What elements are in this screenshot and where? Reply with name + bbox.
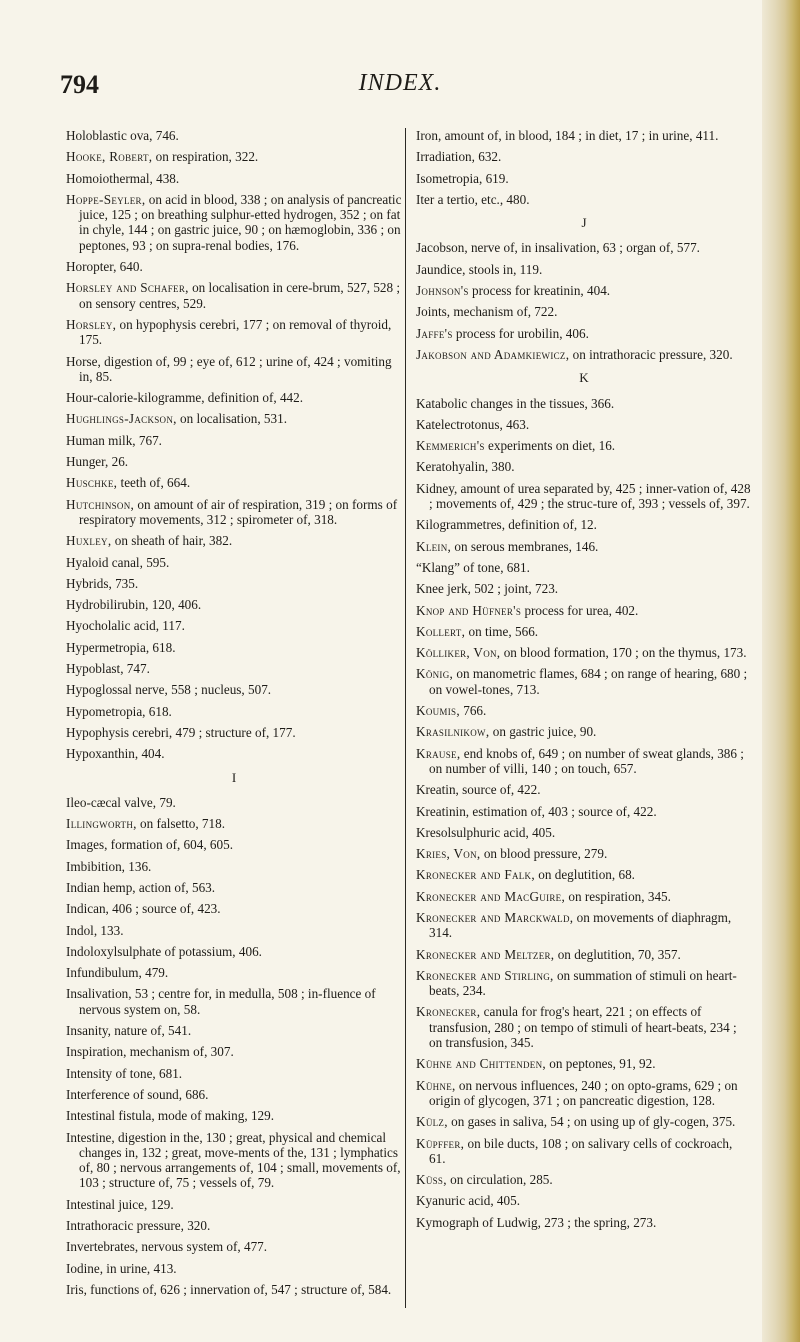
entry-text: Keratohyalin, 380. bbox=[416, 459, 515, 475]
index-entry bbox=[416, 128, 752, 143]
index-entry bbox=[416, 910, 752, 941]
index-entry bbox=[66, 1239, 402, 1254]
index-entry bbox=[416, 1004, 752, 1050]
index-entry bbox=[416, 459, 752, 474]
index-entry bbox=[416, 1056, 752, 1071]
index-entry bbox=[66, 1044, 402, 1059]
index-entry bbox=[416, 624, 752, 639]
entry-name: Hooke, Robert, bbox=[66, 149, 153, 165]
entry-text: on localisation in cere-brum, 527, 528 ; on sensory centres, 529. bbox=[79, 280, 401, 311]
entry-text: Holoblastic ova, 746. bbox=[66, 128, 179, 143]
entry-name: König, bbox=[416, 666, 454, 682]
entry-name: Horsley, bbox=[66, 316, 117, 332]
entry-name: Kronecker and Marckwald, bbox=[416, 909, 574, 925]
index-entry bbox=[416, 192, 752, 207]
entry-text: Hyocholalic acid, 117. bbox=[66, 618, 185, 634]
entry-text: Infundibulum, 479. bbox=[66, 965, 169, 981]
entry-name: Koumis, bbox=[416, 703, 460, 719]
entry-text: on amount of air of respiration, 319 ; on forms of respiratory movements, 312 ; spirometer of, 318. bbox=[79, 496, 398, 527]
entry-text: Kreatinin, estimation of, 403 ; source of, 422. bbox=[416, 803, 657, 819]
entry-text: Kresolsulphuric acid, 405. bbox=[416, 824, 556, 840]
index-entry bbox=[66, 454, 402, 469]
entry-name: Hoppe-Seyler, bbox=[66, 191, 146, 207]
entry-text: Kymograph of Ludwig, 273 ; the spring, 273. bbox=[416, 1214, 657, 1230]
index-entry bbox=[66, 795, 402, 810]
index-entry bbox=[416, 539, 752, 554]
index-entry bbox=[66, 704, 402, 719]
entry-name: Kronecker and Stirling, bbox=[416, 967, 554, 983]
index-entry bbox=[416, 825, 752, 840]
index-entry bbox=[416, 889, 752, 904]
entry-text: Hypoblast, 747. bbox=[66, 661, 150, 677]
index-entry bbox=[416, 645, 752, 660]
index-entry bbox=[66, 1197, 402, 1212]
index-entry bbox=[66, 576, 402, 591]
index-entry bbox=[416, 1172, 752, 1187]
index-column-left bbox=[66, 128, 402, 1303]
entry-text: Imbibition, 136. bbox=[66, 858, 152, 874]
index-entry bbox=[416, 846, 752, 861]
entry-text: Ileo-cæcal valve, 79. bbox=[66, 794, 176, 810]
entry-text: Intestinal juice, 129. bbox=[66, 1196, 174, 1212]
entry-text: on falsetto, 718. bbox=[136, 816, 226, 832]
index-entry bbox=[66, 1218, 402, 1233]
entry-text: Irradiation, 632. bbox=[416, 149, 502, 165]
index-entry bbox=[66, 725, 402, 740]
entry-text: process for urea, 402. bbox=[521, 602, 639, 618]
index-entry bbox=[66, 411, 402, 426]
entry-text: Kreatin, source of, 422. bbox=[416, 782, 541, 798]
entry-text: Iodine, in urine, 413. bbox=[66, 1260, 177, 1276]
entry-text: Inspiration, mechanism of, 307. bbox=[66, 1044, 234, 1060]
entry-text: Iris, functions of, 626 ; innervation of, 547 ; structure of, 584. bbox=[66, 1281, 392, 1297]
entry-name: Klein, bbox=[416, 538, 452, 554]
section-letter: K bbox=[579, 370, 589, 386]
index-entry bbox=[66, 149, 402, 164]
index-entry bbox=[66, 1282, 402, 1297]
index-entry bbox=[66, 944, 402, 959]
index-entry bbox=[66, 682, 402, 697]
entry-text: Kyanuric acid, 405. bbox=[416, 1193, 520, 1209]
entry-name: Kemmerich's bbox=[416, 438, 485, 454]
entry-text: Images, formation of, 604, 605. bbox=[66, 837, 234, 853]
index-entry bbox=[66, 280, 402, 311]
index-entry bbox=[66, 965, 402, 980]
entry-name: Hutchinson, bbox=[66, 496, 135, 512]
index-entry bbox=[66, 475, 402, 490]
entry-name: Horsley and Schafer, bbox=[66, 280, 189, 296]
index-entry bbox=[416, 438, 752, 453]
index-entry bbox=[66, 192, 402, 253]
index-entry bbox=[416, 326, 752, 341]
entry-text: Hypermetropia, 618. bbox=[66, 639, 176, 655]
entry-text: on blood pressure, 279. bbox=[480, 846, 608, 862]
index-entry bbox=[66, 128, 402, 143]
index-entry bbox=[66, 640, 402, 655]
index-entry bbox=[416, 804, 752, 819]
entry-text: Katabolic changes in the tissues, 366. bbox=[416, 395, 615, 411]
index-entry bbox=[416, 560, 752, 575]
index-entry bbox=[66, 1023, 402, 1038]
entry-text: Hyaloid canal, 595. bbox=[66, 554, 170, 570]
entry-text: Jaundice, stools in, 119. bbox=[416, 261, 543, 277]
entry-text: on bile ducts, 108 ; on salivary cells of cockroach, 61. bbox=[429, 1135, 733, 1166]
index-entry bbox=[66, 597, 402, 612]
index-entry bbox=[66, 390, 402, 405]
entry-name: Küss, bbox=[416, 1172, 447, 1188]
index-entry bbox=[66, 259, 402, 274]
index-entry bbox=[416, 703, 752, 718]
index-entry bbox=[66, 555, 402, 570]
entry-text: on localisation, 531. bbox=[176, 411, 287, 427]
index-entry bbox=[416, 867, 752, 882]
entry-text: on movements of diaphragm, 314. bbox=[429, 909, 732, 941]
index-entry bbox=[66, 497, 402, 528]
index-entry bbox=[66, 1108, 402, 1123]
index-entry bbox=[66, 433, 402, 448]
entry-name: Kölliker, Von, bbox=[416, 645, 501, 661]
entry-name: Johnson's bbox=[416, 283, 469, 299]
index-entry bbox=[66, 618, 402, 633]
entry-text: on intrathoracic pressure, 320. bbox=[569, 346, 733, 362]
index-entry bbox=[66, 533, 402, 548]
index-entry bbox=[66, 880, 402, 895]
entry-text: on hypophysis cerebri, 177 ; on removal of thyroid, 175. bbox=[79, 316, 392, 348]
entry-name: Kühne and Chittenden, bbox=[416, 1056, 546, 1072]
entry-text: on manometric flames, 684 ; on range of hearing, 680 ; on vowel-tones, 713. bbox=[429, 666, 748, 697]
index-entry bbox=[416, 517, 752, 532]
entry-text: Jacobson, nerve of, in insalivation, 63 ; organ of, 577. bbox=[416, 240, 700, 256]
index-entry bbox=[416, 1193, 752, 1208]
entry-text: process for kreatinin, 404. bbox=[468, 283, 611, 299]
entry-text: experiments on diet, 16. bbox=[484, 438, 616, 454]
entry-text: Iron, amount of, in blood, 184 ; in diet, 17 ; in urine, 411. bbox=[416, 128, 719, 143]
entry-text: Hypometropia, 618. bbox=[66, 703, 172, 719]
entry-text: on time, 566. bbox=[465, 623, 539, 639]
entry-name: Jakobson and Adamkiewicz, bbox=[416, 346, 570, 362]
index-entry bbox=[416, 481, 752, 512]
entry-text: on peptones, 91, 92. bbox=[546, 1056, 656, 1072]
page-header bbox=[60, 70, 740, 110]
index-entry bbox=[416, 347, 752, 362]
index-entry bbox=[66, 1261, 402, 1276]
entry-text: Kidney, amount of urea separated by, 425 ; inner-vation of, 428 ; movements of, 429 ; the struc-ture of, 393 ; vessels of, 397. bbox=[416, 480, 751, 512]
entry-text: Indol, 133. bbox=[66, 922, 124, 938]
entry-text: Isometropia, 619. bbox=[416, 170, 509, 186]
entry-text: Hybrids, 735. bbox=[66, 575, 139, 591]
index-entry bbox=[66, 661, 402, 676]
entry-text: process for urobilin, 406. bbox=[452, 325, 589, 341]
entry-name: Kronecker and Falk, bbox=[416, 867, 535, 883]
entry-name: Kollert, bbox=[416, 623, 466, 639]
section-letter: J bbox=[581, 215, 587, 231]
entry-text: Insanity, nature of, 541. bbox=[66, 1023, 192, 1039]
index-entry bbox=[66, 923, 402, 938]
index-entry bbox=[416, 304, 752, 319]
entry-text: Horopter, 640. bbox=[66, 259, 143, 275]
index-entry bbox=[416, 171, 752, 186]
entry-text: Hypophysis cerebri, 479 ; structure of, 177. bbox=[66, 724, 296, 740]
entry-text: on nervous influences, 240 ; on opto-grams, 629 ; on origin of glycogen, 371 ; on pancreatic digestion, 128. bbox=[429, 1077, 738, 1108]
entry-text: Intensity of tone, 681. bbox=[66, 1065, 183, 1081]
index-entry bbox=[416, 240, 752, 255]
entry-text: Katelectrotonus, 463. bbox=[416, 416, 530, 432]
index-entry bbox=[416, 666, 752, 697]
entry-text: on blood formation, 170 ; on the thymus, 173. bbox=[500, 645, 747, 661]
index-entry bbox=[66, 986, 402, 1017]
entry-text: Interference of sound, 686. bbox=[66, 1086, 209, 1102]
page-number: 794 bbox=[60, 70, 99, 99]
entry-name: Kronecker, bbox=[416, 1004, 481, 1020]
entry-name: Kries, Von, bbox=[416, 846, 481, 862]
entry-text: on sheath of hair, 382. bbox=[111, 533, 233, 549]
entry-text: “Klang” of tone, 681. bbox=[416, 559, 530, 575]
entry-text: Indian hemp, action of, 563. bbox=[66, 879, 216, 895]
entry-text: Horse, digestion of, 99 ; eye of, 612 ; urine of, 424 ; vomiting in, 85. bbox=[66, 353, 392, 384]
index-entry bbox=[66, 816, 402, 831]
entry-name: Jaffe's bbox=[416, 325, 453, 341]
entry-name: Küpffer, bbox=[416, 1135, 465, 1151]
entry-text: Hydrobilirubin, 120, 406. bbox=[66, 597, 202, 613]
entry-text: on gases in saliva, 54 ; on using up of gly-cogen, 375. bbox=[447, 1114, 736, 1130]
entry-name: Krasilnikow, bbox=[416, 724, 490, 740]
entry-name: Kronecker and MacGuire, bbox=[416, 888, 566, 904]
entry-text: on serous membranes, 146. bbox=[451, 538, 599, 554]
entry-text: Human milk, 767. bbox=[66, 432, 162, 448]
entry-text: on deglutition, 68. bbox=[534, 867, 635, 883]
entry-name: Külz, bbox=[416, 1114, 448, 1130]
entry-text: Invertebrates, nervous system of, 477. bbox=[66, 1239, 268, 1255]
section-letter: I bbox=[231, 769, 237, 785]
entry-text: on respiration, 345. bbox=[565, 888, 671, 904]
entry-text: 766. bbox=[459, 703, 487, 719]
column-divider bbox=[405, 128, 406, 1308]
entry-name: Hughlings-Jackson, bbox=[66, 411, 177, 427]
index-entry bbox=[66, 1087, 402, 1102]
entry-name: Knop and Hüfner's bbox=[416, 602, 522, 618]
index-entry bbox=[416, 1136, 752, 1167]
index-entry bbox=[416, 968, 752, 999]
entry-text: Hunger, 26. bbox=[66, 454, 129, 470]
entry-text: on circulation, 285. bbox=[446, 1172, 553, 1188]
entry-text: Hour-calorie-kilogramme, definition of, 442. bbox=[66, 390, 304, 406]
index-entry bbox=[66, 837, 402, 852]
index-entry bbox=[416, 417, 752, 432]
index-column-right bbox=[416, 128, 752, 1236]
entry-text: Knee jerk, 502 ; joint, 723. bbox=[416, 581, 559, 597]
index-entry bbox=[416, 396, 752, 411]
index-entry bbox=[416, 149, 752, 164]
index-entry bbox=[416, 581, 752, 596]
entry-name: Kühne, bbox=[416, 1077, 456, 1093]
index-entry bbox=[416, 262, 752, 277]
entry-text: Hypoglossal nerve, 558 ; nucleus, 507. bbox=[66, 682, 272, 698]
entry-name: Huschke, bbox=[66, 475, 118, 491]
entry-text: Intestinal fistula, mode of making, 129. bbox=[66, 1108, 275, 1124]
index-entry bbox=[416, 746, 752, 777]
entry-text: on summation of stimuli on heart-beats, 234. bbox=[429, 967, 737, 999]
entry-text: canula for frog's heart, 221 ; on effects of transfusion, 280 ; on tempo of stimuli of heart-beats, 234 ; on transfusion, 345. bbox=[429, 1004, 737, 1051]
index-entry bbox=[416, 947, 752, 962]
entry-text: Joints, mechanism of, 722. bbox=[416, 304, 558, 320]
entry-text: on deglutition, 70, 357. bbox=[554, 946, 681, 962]
entry-text: on respiration, 322. bbox=[152, 149, 259, 165]
entry-text: Homoiothermal, 438. bbox=[66, 170, 180, 186]
entry-name: Kronecker and Meltzer, bbox=[416, 946, 555, 962]
index-entry bbox=[416, 1114, 752, 1129]
entry-text: Iter a tertio, etc., 480. bbox=[416, 191, 530, 207]
entry-text: end knobs of, 649 ; on number of sweat glands, 386 ; on number of villi, 140 ; on touch, 657. bbox=[429, 745, 744, 776]
entry-text: Kilogrammetres, definition of, 12. bbox=[416, 517, 597, 533]
entry-name: Illingworth, bbox=[66, 816, 137, 832]
entry-text: Insalivation, 53 ; centre for, in medulla, 508 ; in-fluence of nervous system on, 58. bbox=[66, 986, 376, 1017]
entry-text: Hypoxanthin, 404. bbox=[66, 746, 165, 762]
index-entry bbox=[66, 746, 402, 761]
entry-text: Intrathoracic pressure, 320. bbox=[66, 1218, 211, 1234]
index-entry bbox=[66, 171, 402, 186]
index-entry bbox=[416, 603, 752, 618]
entry-text: on gastric juice, 90. bbox=[489, 724, 597, 740]
index-entry bbox=[66, 859, 402, 874]
entry-text: Intestine, digestion in the, 130 ; great, physical and chemical changes in, 132 ; great, move-ments of the, 131 ; lymphatics of, 80 ; nervous arrangements of, 104 ; small, movements of, 103 ; structure of, 75 ; vessels of, 79. bbox=[66, 1129, 401, 1191]
page-edge-shadow bbox=[762, 0, 800, 1342]
index-entry bbox=[416, 724, 752, 739]
entry-name: Huxley, bbox=[66, 533, 112, 549]
entry-text: on acid in blood, 338 ; on analysis of pancreatic juice, 125 ; on breathing sulphur-etted hydrogen, 352 ; on fat in chyle, 144 ; on gastric juice, 90 ; on hæmoglobin, 336 ; on peptones, 93 ; on supra-renal bodies, 176. bbox=[79, 191, 402, 253]
index-entry bbox=[416, 782, 752, 797]
index-entry bbox=[66, 317, 402, 348]
index-entry bbox=[66, 354, 402, 385]
index-entry bbox=[416, 1078, 752, 1109]
entry-name: Krause, bbox=[416, 745, 461, 761]
index-entry bbox=[66, 1130, 402, 1191]
index-entry bbox=[66, 901, 402, 916]
index-entry bbox=[66, 1066, 402, 1081]
index-entry bbox=[416, 283, 752, 298]
entry-text: teeth of, 664. bbox=[117, 475, 191, 491]
running-title: INDEX. bbox=[358, 70, 442, 96]
entry-text: Indican, 406 ; source of, 423. bbox=[66, 901, 221, 917]
index-entry bbox=[416, 1215, 752, 1230]
entry-text: Indoloxylsulphate of potassium, 406. bbox=[66, 943, 262, 959]
